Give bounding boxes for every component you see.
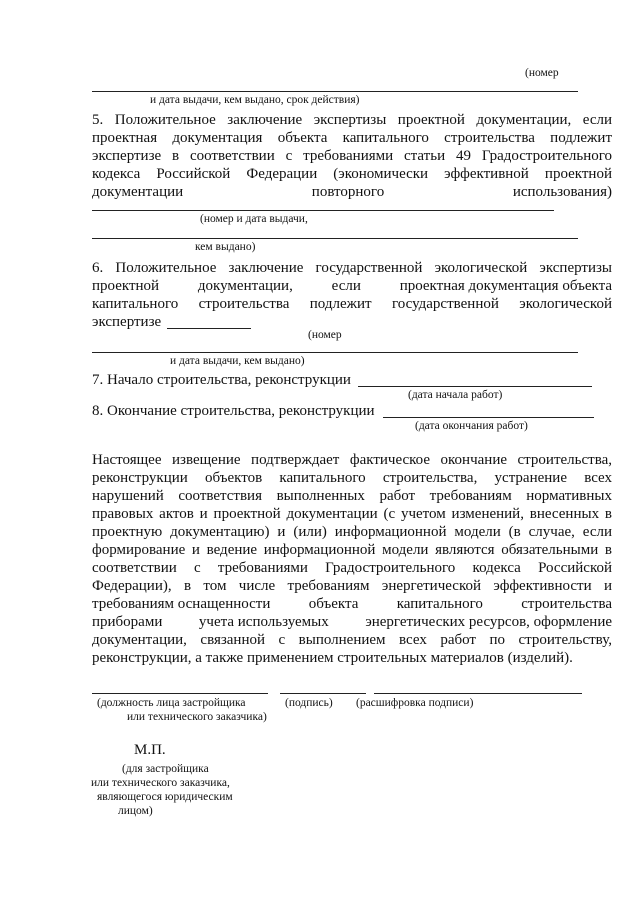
notice-line: формирование и ведение информационной модели являются обязательными в [92,542,612,558]
word: использования) [512,184,612,200]
end-date-caption: (дата окончания работ) [415,420,528,432]
signature-line[interactable] [280,693,366,694]
item-5-line: экспертизе в соответствии с требованиями статьи 49 Градостроительного [92,148,612,164]
notice-line: соответствии с требованиями Градостроительного кодекса Российской [92,560,612,576]
item-6-line: экспертизе [92,314,162,330]
notice-line: документации, связанной с выполнением всех работ по строительству, [92,632,612,648]
item-5-line: 5. Положительное заключение экспертизы проектной документации, если [92,112,612,128]
issuer-caption: и дата выдачи, кем выдано) [170,355,305,367]
word: проектная документация объекта [399,278,612,294]
notice-line [92,595,612,613]
issue-caption: и дата выдачи, кем выдано, срок действия) [150,94,360,106]
expertise-issuer-line [92,238,578,239]
word: документации [92,184,184,200]
notice-line [92,613,612,631]
item-6-line [92,295,612,313]
issuer-caption: кем выдано) [195,241,256,253]
word: строительства [198,296,290,312]
item-5-line: кодекса Российской Федерации (экономически эффективной проектной [92,166,612,182]
word: повторного [311,184,385,200]
notice-line: Федерации), в том числе требованиям энергетической эффективности и [92,578,612,594]
stamp-caption: (для застройщика [122,763,209,775]
word: экологической [519,296,612,312]
notice-line: Настоящее извещение подтверждает фактическое окончание строительства, [92,452,612,468]
construction-start-label: 7. Начало строительства, реконструкции [92,372,351,388]
construction-end-label: 8. Окончание строительства, реконструкции [92,403,375,419]
number-caption: (номер [525,67,559,79]
decode-caption: (расшифровка подписи) [356,697,474,709]
stamp-caption: являющегося юридическим [97,791,233,803]
number-caption: (номер [308,329,342,341]
word: государственной [391,296,499,312]
end-date-field[interactable] [383,417,594,418]
item-6-line: 6. Положительное заключение государственной экологической экспертизы [92,260,612,276]
number-date-caption: (номер и дата выдачи, [200,213,308,225]
stamp-caption: или технического заказчика, [91,777,230,789]
word: документации, [197,278,293,294]
word: объекта [308,596,359,612]
word: требованиям оснащенности [92,596,271,612]
item-6-line [92,277,612,295]
stamp-mark: М.П. [134,742,166,758]
item-5-line [92,183,612,201]
signature-decode-line[interactable] [374,693,582,694]
word: подлежит [309,296,372,312]
item-5-line: проектная документация объекта капитального строительства подлежит [92,130,612,146]
permit-number-line [92,91,578,92]
position-signature-line[interactable] [92,693,268,694]
word: капитального [396,596,483,612]
notice-line: правовых актов и проектной документации (с учетом изменений, внесенных в [92,506,612,522]
word: капитального [92,296,179,312]
start-date-caption: (дата начала работ) [408,389,503,401]
notice-line: нарушений соответствия выполненных работ требованиям нормативных [92,488,612,504]
word: если [331,278,361,294]
stamp-caption: лицом) [118,805,153,817]
notice-line: реконструкции, а также применением строительных материалов (изделий). [92,650,573,666]
ecology-expertise-number-line [92,352,578,353]
word: приборами [92,614,163,630]
word: строительства [521,596,612,612]
word: энергетических ресурсов, оформление [365,614,612,630]
signature-caption: (подпись) [285,697,333,709]
notice-line: реконструкции объектов капитального строительства, устранение всех [92,470,612,486]
position-caption: или технического заказчика) [127,711,267,723]
word: учета используемых [198,614,329,630]
start-date-field[interactable] [358,386,592,387]
position-caption: (должность лица застройщика [97,697,246,709]
ecology-expertise-inline-line [167,328,251,329]
expertise-number-line [92,210,554,211]
notice-line: проектную документацию) и (или) информационной модели (в случае, если [92,524,612,540]
word: проектной [92,278,160,294]
